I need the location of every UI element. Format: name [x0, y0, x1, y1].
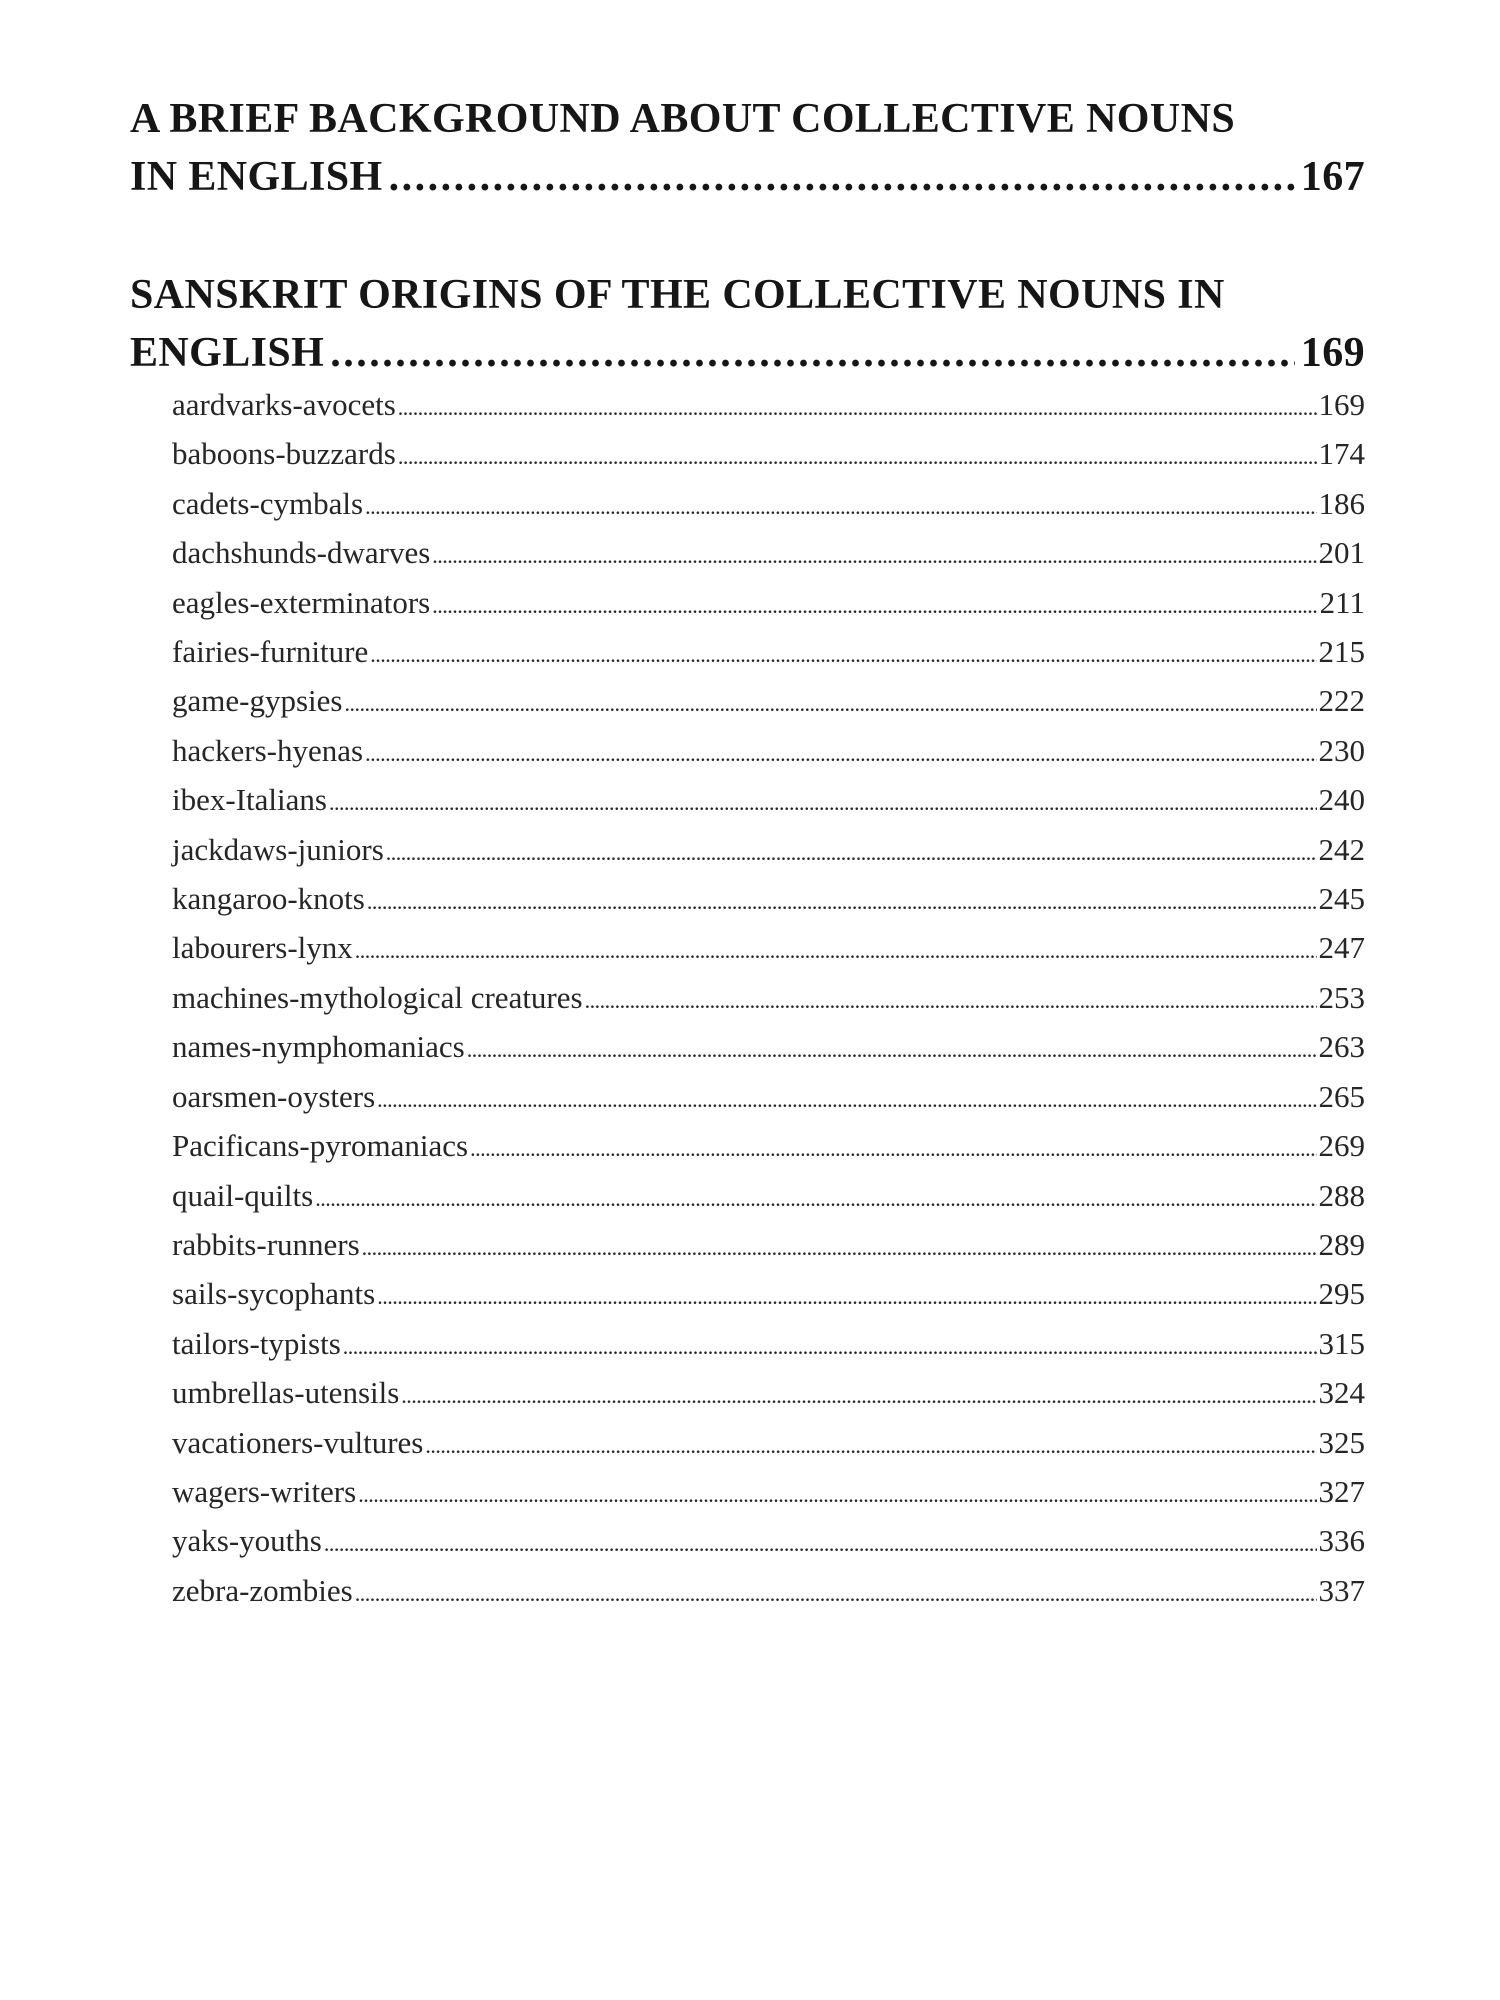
table-of-contents	[130, 90, 1365, 1617]
toc-entry	[172, 1074, 1365, 1123]
toc-entry-page-number: 222	[1318, 683, 1365, 719]
toc-entry-page-number: 327	[1318, 1473, 1365, 1509]
toc-entry-label: dachshunds-dwarves	[172, 535, 431, 571]
toc-entry	[172, 1123, 1365, 1172]
toc-entry	[172, 431, 1365, 480]
toc-entry-label: umbrellas-utensils	[172, 1375, 400, 1411]
dot-leader	[324, 1518, 1317, 1567]
toc-entry-label: cadets-cymbals	[172, 485, 364, 521]
toc-section-background	[130, 90, 1365, 206]
toc-entry-page-number: 295	[1318, 1276, 1365, 1312]
toc-entry	[172, 876, 1365, 925]
toc-entry-label: kangaroo-knots	[172, 881, 365, 917]
toc-entry-label: ibex-Italians	[172, 782, 327, 818]
toc-entry	[172, 678, 1365, 727]
toc-entry-page-number: 245	[1318, 881, 1365, 917]
dot-leader	[377, 1271, 1316, 1320]
toc-entry-page-number: 337	[1318, 1572, 1365, 1608]
toc-entry	[172, 777, 1365, 826]
section-title-line2: IN ENGLISH	[130, 154, 383, 200]
dot-leader	[362, 1222, 1317, 1271]
dot-leader	[432, 530, 1316, 579]
section-page-number: 169	[1300, 330, 1365, 376]
toc-entry-page-number: 289	[1318, 1226, 1365, 1262]
toc-entry-label: game-gypsies	[172, 683, 343, 719]
toc-entry-label: machines-mythological creatures	[172, 979, 583, 1015]
toc-entry-label: wagers-writers	[172, 1473, 357, 1509]
section-title-line1: A BRIEF BACKGROUND ABOUT COLLECTIVE NOUNS	[130, 96, 1236, 142]
toc-entry-label: zebra-zombies	[172, 1572, 353, 1608]
toc-entry-list	[130, 382, 1365, 1617]
toc-entry	[172, 975, 1365, 1024]
toc-entry	[172, 728, 1365, 777]
toc-entry-label: hackers-hyenas	[172, 732, 364, 768]
section-title-leader	[130, 148, 1365, 206]
dot-leader	[365, 481, 1316, 530]
toc-entry	[172, 1420, 1365, 1469]
toc-entry-page-number: 336	[1318, 1523, 1365, 1559]
toc-entry	[172, 1568, 1365, 1617]
toc-entry-label: fairies-furniture	[172, 634, 369, 670]
toc-entry	[172, 530, 1365, 579]
toc-entry-label: aardvarks-avocets	[172, 387, 396, 422]
toc-entry	[172, 827, 1365, 876]
toc-entry-label: sails-sycophants	[172, 1276, 376, 1312]
toc-entry-page-number: 247	[1318, 930, 1365, 966]
toc-entry-label: Pacificans-pyromaniacs	[172, 1128, 469, 1164]
section-title-leader	[130, 324, 1365, 382]
dot-leader	[330, 324, 1295, 382]
dot-leader	[425, 1420, 1316, 1469]
toc-entry-label: eagles-exterminators	[172, 584, 431, 620]
dot-leader	[329, 777, 1317, 826]
toc-entry	[172, 1370, 1365, 1419]
dot-leader	[355, 1568, 1317, 1617]
toc-entry-label: names-nymphomaniacs	[172, 1029, 465, 1065]
section-title-line1: SANSKRIT ORIGINS OF THE COLLECTIVE NOUNS IN	[130, 272, 1225, 318]
toc-entry	[172, 1222, 1365, 1271]
section-title	[130, 90, 1365, 206]
toc-entry-page-number: 169	[1318, 387, 1365, 422]
toc-entry	[172, 1321, 1365, 1370]
toc-entry-label: tailors-typists	[172, 1325, 341, 1361]
dot-leader	[401, 1370, 1316, 1419]
toc-entry	[172, 1469, 1365, 1518]
toc-entry-label: oarsmen-oysters	[172, 1078, 376, 1114]
toc-entry	[172, 1024, 1365, 1073]
toc-section-sanskrit-origins	[130, 266, 1365, 1617]
toc-entry-page-number: 186	[1318, 485, 1365, 521]
dot-leader	[432, 580, 1317, 629]
toc-entry-label: labourers-lynx	[172, 930, 353, 966]
dot-leader	[398, 382, 1317, 431]
toc-entry-page-number: 324	[1318, 1375, 1365, 1411]
section-page-number: 167	[1300, 154, 1365, 200]
toc-entry	[172, 925, 1365, 974]
toc-entry	[172, 1173, 1365, 1222]
toc-entry-label: baboons-buzzards	[172, 436, 396, 472]
dot-leader	[398, 431, 1317, 480]
toc-entry-page-number: 201	[1318, 535, 1365, 571]
toc-entry-label: rabbits-runners	[172, 1226, 360, 1262]
toc-entry-label: vacationers-vultures	[172, 1424, 424, 1460]
toc-entry-label: quail-quilts	[172, 1177, 314, 1213]
dot-leader	[344, 678, 1316, 727]
dot-leader	[315, 1173, 1316, 1222]
toc-entry-page-number: 240	[1318, 782, 1365, 818]
toc-entry	[172, 580, 1365, 629]
toc-entry	[172, 1518, 1365, 1567]
dot-leader	[367, 876, 1317, 925]
toc-entry-page-number: 325	[1318, 1424, 1365, 1460]
section-title	[130, 266, 1365, 382]
toc-entry	[172, 382, 1365, 431]
toc-entry	[172, 629, 1365, 678]
toc-entry-page-number: 288	[1318, 1177, 1365, 1213]
toc-entry-page-number: 253	[1318, 979, 1365, 1015]
toc-entry-page-number: 211	[1319, 584, 1365, 620]
toc-entry-page-number: 315	[1318, 1325, 1365, 1361]
toc-entry-label: jackdaws-juniors	[172, 831, 384, 867]
toc-entry-page-number: 242	[1318, 831, 1365, 867]
dot-leader	[365, 728, 1316, 777]
dot-leader	[585, 975, 1317, 1024]
dot-leader	[358, 1469, 1316, 1518]
toc-entry-label: yaks-youths	[172, 1523, 322, 1559]
dot-leader	[377, 1074, 1316, 1123]
dot-leader	[389, 148, 1295, 206]
toc-entry	[172, 481, 1365, 530]
dot-leader	[370, 629, 1316, 678]
dot-leader	[386, 827, 1317, 876]
toc-entry-page-number: 263	[1318, 1029, 1365, 1065]
toc-entry-page-number: 230	[1318, 732, 1365, 768]
dot-leader	[470, 1123, 1316, 1172]
toc-entry-page-number: 174	[1318, 436, 1365, 472]
dot-leader	[467, 1024, 1317, 1073]
toc-entry-page-number: 265	[1318, 1078, 1365, 1114]
section-title-line2: ENGLISH	[130, 330, 325, 376]
toc-entry-page-number: 269	[1318, 1128, 1365, 1164]
toc-entry-page-number: 215	[1318, 634, 1365, 670]
dot-leader	[343, 1321, 1317, 1370]
dot-leader	[355, 925, 1317, 974]
toc-entry	[172, 1271, 1365, 1320]
